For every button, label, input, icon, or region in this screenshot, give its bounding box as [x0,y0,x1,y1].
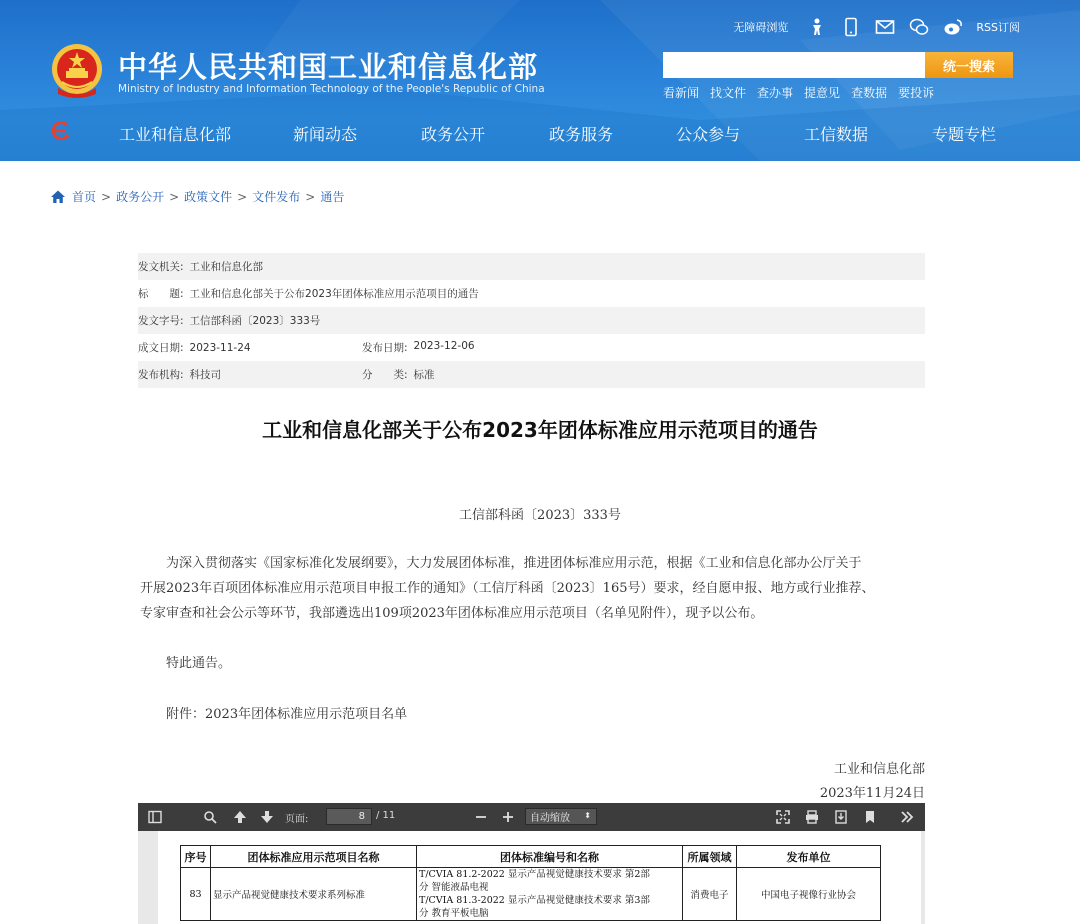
meta-value: 工业和信息化部关于公布2023年团体标准应用示范项目的通告 [189,288,479,300]
breadcrumb-policy[interactable]: 政策文件 [184,190,233,204]
table-row [181,868,881,921]
mobile-icon[interactable] [840,16,862,38]
breadcrumb-gov-info[interactable]: 政务公开 [116,190,165,204]
meta-value: 科技司 [189,369,222,381]
nav-item-topics[interactable]: 专题专栏 [931,125,997,144]
breadcrumb-separator: > [169,189,180,204]
article-title: 工业和信息化部关于公布2023年团体标准应用示范项目的通告 [262,418,818,442]
meta-row-title [138,280,925,307]
article-doc-number: 工信部科函〔2023〕333号 [459,508,621,523]
zoom-select[interactable] [525,808,597,825]
pdf-toolbar [138,803,925,831]
paragraph-line: 为深入贯彻落实《国家标准化发展纲要》，大力发展团体标准，推进团体标准应用示范，根据《工业和信息化部办公厅关于 [140,556,862,571]
quick-link[interactable]: 提意见 [804,86,841,100]
search-button[interactable]: 统一搜索 [925,52,1013,78]
chevron-down-icon: ⬍ [584,811,591,820]
rss-link[interactable]: RSS订阅 [976,21,1020,34]
table-header: 发布单位 [737,846,881,868]
national-emblem-icon [50,42,104,100]
code-line: T/CVIA 81.3-2022 显示产品视觉健康技术要求 第3部 [419,895,650,906]
meta-value: 工信部科函〔2023〕333号 [189,315,321,327]
quick-link[interactable]: 查数据 [851,86,888,100]
table-header: 所属领域 [683,846,737,868]
article-sign-date: 2023年11月24日 [819,786,925,801]
table-header: 序号 [181,846,211,868]
attachment-link[interactable]: 附件：2023年团体标准应用示范项目名单 [140,707,408,722]
nav-item-home[interactable]: 工业和信息化部 [118,125,232,144]
breadcrumb-home[interactable]: 首页 [72,190,97,204]
pdf-page [158,831,921,924]
bookmark-icon[interactable] [861,808,879,826]
main-nav [0,112,1080,156]
download-icon[interactable] [832,808,850,826]
code-line: 分 教育平板电脑 [419,908,489,919]
meta-row-issuer [138,253,925,280]
site-subtitle: Ministry of Industry and Information Technology of the People's Republic of China [118,83,545,95]
print-icon[interactable] [803,808,821,826]
code-line: 分 智能液晶电视 [419,882,489,893]
site-header [0,0,1080,161]
meta-row-docno [138,307,925,334]
row-number: 83 [181,868,211,921]
meta-key: 发布日期: [362,342,408,354]
meta-col2 [362,340,475,355]
meta-key: 发文字号: [138,315,184,327]
meta-key: 标 题: [138,288,184,300]
meta-col2 [362,367,435,382]
zoom-out-icon[interactable] [472,808,490,826]
quick-link[interactable]: 查办事 [757,86,794,100]
search-icon[interactable] [201,808,219,826]
attachment-table [180,845,881,921]
page-total: / 11 [376,810,396,821]
nav-item-news[interactable]: 新闻动态 [292,125,358,144]
article-attachment-line[interactable] [140,702,925,727]
home-icon[interactable] [50,189,66,205]
breadcrumb-separator: > [101,189,112,204]
nav-item-data[interactable]: 工信数据 [803,125,869,144]
article-signer: 工业和信息化部 [833,762,925,777]
wechat-icon[interactable] [908,16,930,38]
quick-links [663,84,945,101]
paragraph-line: 开展2023年百项团体标准应用示范项目申报工作的通知》（工信厅科函〔2023〕165号）要求，经自愿申报、地方或行业推荐、 [140,581,875,596]
breadcrumb-release[interactable]: 文件发布 [252,190,301,204]
row-field: 消费电子 [683,868,737,921]
meta-row-org [138,361,925,388]
meta-value: 标准 [413,369,435,381]
mail-icon[interactable] [874,16,896,38]
row-project-name: 显示产品视觉健康技术要求系列标准 [211,868,417,921]
code-line: T/CVIA 81.2-2022 显示产品视觉健康技术要求 第2部 [419,869,650,880]
top-utility-bar [733,14,1020,40]
elder-mode-icon[interactable] [806,16,828,38]
breadcrumb-separator: > [305,189,316,204]
sidebar-toggle-icon[interactable] [146,808,164,826]
meta-row-dates [138,334,925,361]
meta-key: 分 类: [362,369,408,381]
paragraph-line: 专家审查和社会公示等环节，我部遴选出109项2023年团体标准应用示范项目（名单见附件），现予以公布。 [140,606,764,621]
accessibility-link[interactable]: 无障碍浏览 [733,21,789,34]
nav-item-participation[interactable]: 公众参与 [675,125,741,144]
page-number-input[interactable] [326,808,372,825]
table-header: 团体标准应用示范项目名称 [211,846,417,868]
meta-key: 发布机构: [138,369,184,381]
page-label: 页面: [285,814,309,825]
meta-key: 成文日期: [138,342,184,354]
fullscreen-icon[interactable] [774,808,792,826]
breadcrumb-notice[interactable]: 通告 [320,190,345,204]
quick-link[interactable]: 看新闻 [663,86,700,100]
ministry-logo-icon[interactable] [50,120,72,142]
article-paragraph-1 [140,551,925,626]
meta-value: 2023-11-24 [189,341,251,354]
paragraph-line: 特此通告。 [140,656,232,671]
article-paragraph-2 [140,651,925,676]
quick-link[interactable]: 找文件 [710,86,747,100]
document-meta-table [138,253,925,388]
previous-page-icon[interactable] [231,808,249,826]
breadcrumb-separator: > [237,189,248,204]
zoom-in-icon[interactable] [499,808,517,826]
table-header: 团体标准编号和名称 [417,846,683,868]
site-title[interactable]: 中华人民共和国工业和信息化部 [118,50,539,84]
next-page-icon[interactable] [258,808,276,826]
weibo-icon[interactable] [942,16,964,38]
meta-value: 2023-12-06 [413,340,475,352]
zoom-value: 自动缩放 [530,813,570,824]
meta-value: 工业和信息化部 [189,261,264,273]
table-header-row [181,846,881,868]
more-tools-icon[interactable] [898,808,916,826]
meta-key: 发文机关: [138,261,184,273]
pdf-viewer [138,803,925,924]
search-input[interactable] [663,52,925,78]
nav-item-gov-service[interactable]: 政务服务 [548,125,614,144]
breadcrumb [50,188,344,205]
row-publisher: 中国电子视像行业协会 [737,868,881,921]
nav-item-gov-info[interactable]: 政务公开 [420,125,486,144]
row-standard-codes [417,868,683,921]
quick-link[interactable]: 要投诉 [898,86,935,100]
